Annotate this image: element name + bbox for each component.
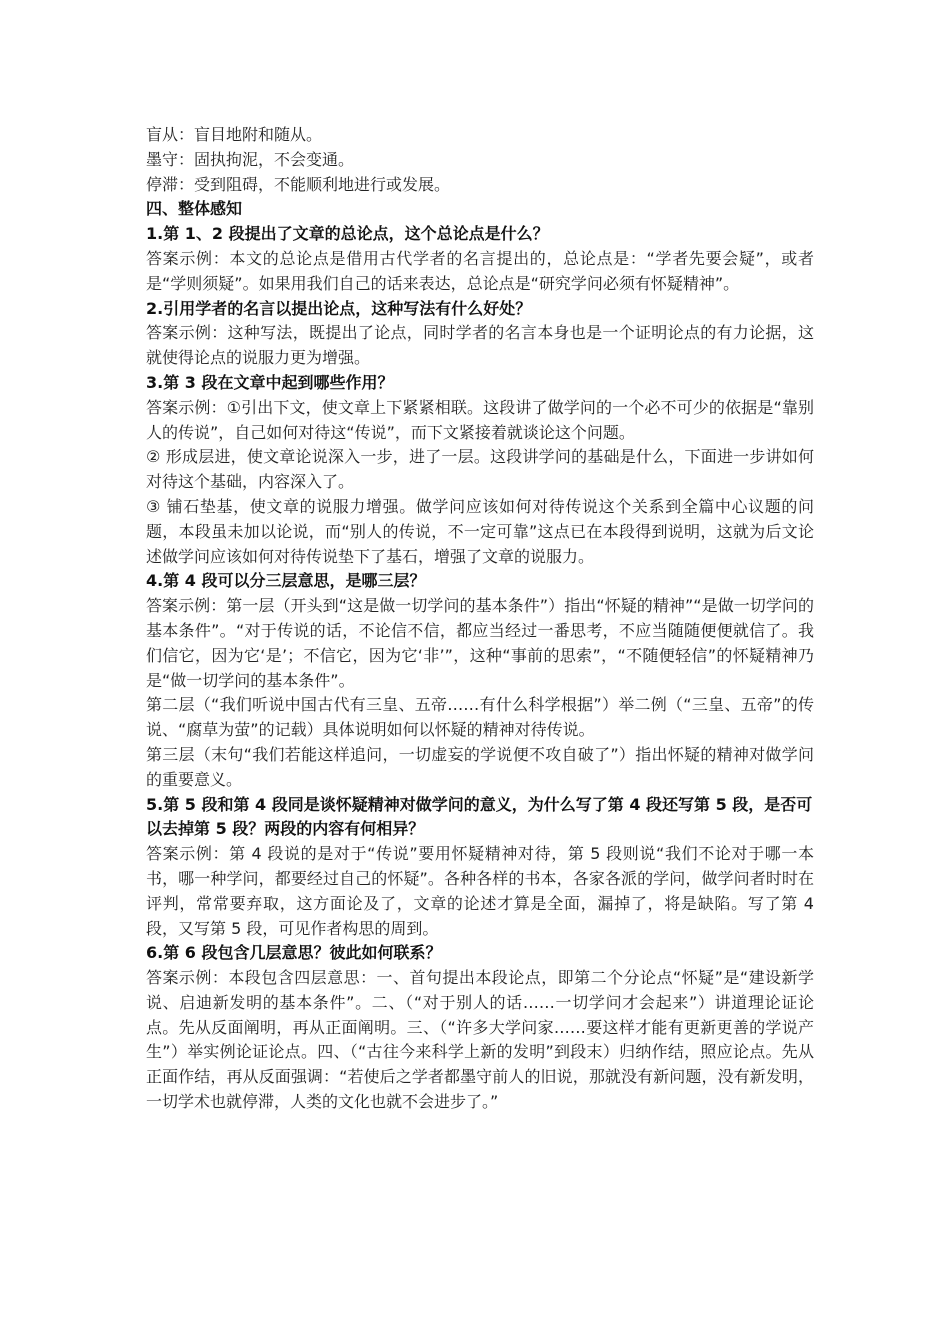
answer-3-part-2: ② 形成层进，使文章论说深入一步，进了一层。这段讲学问的基础是什么，下面进一步讲如何对待这个基础，内容深入了。	[146, 447, 814, 492]
question-2: 2.引用学者的名言以提出论点，这种写法有什么好处？	[146, 298, 532, 318]
term-cling: 墨守：固执拘泥，不会变通。	[146, 149, 355, 169]
term-stagnate: 停滞：受到阻碍，不能顺利地进行或发展。	[146, 174, 451, 194]
question-6: 6.第 6 段包含几层意思？彼此如何联系？	[146, 943, 442, 963]
question-5: 5.第 5 段和第 4 段同是谈怀疑精神对做学问的意义，为什么写了第 4 段还写第 5 段，是否可以去掉第 5 段？两段的内容有何相异？	[146, 794, 813, 839]
section-title: 四、整体感知	[146, 199, 243, 219]
question-1: 1.第 1、2 段提出了文章的总论点，这个总论点是什么？	[146, 224, 549, 244]
answer-5: 答案示例：第 4 段说的是对于“传说”要用怀疑精神对待，第 5 段则说“我们不论对于哪一本书，哪一种学问，都要经过自己的怀疑”。各种各样的书本，各家各派的学问，做学问者时时在评判，常常要弃取，这方面论及了，文章的论述才算是全面，漏掉了，将是缺陷。写了第 4 段，又写第 5 段，可见作者构思的周到。	[146, 844, 814, 938]
question-3: 3.第 3 段在文章中起到哪些作用？	[146, 372, 394, 392]
question-4: 4.第 4 段可以分三层意思，是哪三层？	[146, 571, 426, 591]
answer-3-part-1: 答案示例：①引出下文，使文章上下紧紧相联。这段讲了做学问的一个必不可少的依据是“靠别人的传说”，自己如何对待这“传说”，而下文紧接着就谈论这个问题。	[146, 397, 814, 442]
answer-2: 答案示例：这种写法，既提出了论点，同时学者的名言本身也是一个证明论点的有力论据，这就使得论点的说服力更为增强。	[146, 323, 814, 368]
document-page	[146, 123, 814, 1115]
answer-6: 答案示例：本段包含四层意思：一、首句提出本段论点，即第二个分论点“怀疑”是“建设新学说、启迪新发明的基本条件”。二、（“对于别人的话……一切学问才会起来”）讲道理论证论点。先从反面阐明，再从正面阐明。三、（“许多大学问家……要这样才能有更新更善的学说产生”）举实例论证论点。四、（“古往今来科学上新的发明”到段末）归纳作结，照应论点。先从正面作结，再从反面强调：“若使后之学者都墨守前人的旧说，那就没有新问题，没有新发明，一切学术也就停滞，人类的文化也就不会进步了。”	[146, 968, 814, 1112]
answer-4-layer-2: 第二层（“我们听说中国古代有三皇、五帝……有什么科学根据”）举二例（“三皇、五帝”的传说、“腐草为萤”的记载）具体说明如何以怀疑的精神对待传说。	[146, 695, 814, 740]
answer-1: 答案示例：本文的总论点是借用古代学者的名言提出的，总论点是：“学者先要会疑”，或者是“学则须疑”。如果用我们自己的话来表达，总论点是“研究学问必须有怀疑精神”。	[146, 248, 814, 293]
answer-4-layer-1: 答案示例：第一层（开头到“这是做一切学问的基本条件”）指出“怀疑的精神”“是做一切学问的基本条件”。“对于传说的话，不论信不信，都应当经过一番思考，不应当随随便便就信了。我们信它，因为它‘是’；不信它，因为它‘非’”，这种“事前的思索”，“不随便轻信”的怀疑精神乃是“做一切学问的基本条件”。	[146, 596, 814, 690]
answer-3-part-3: ③ 铺石垫基，使文章的说服力增强。做学问应该如何对待传说这个关系到全篇中心议题的问题，本段虽未加以论说，而“别人的传说，不一定可靠”这点已在本段得到说明，这就为后文论述做学问应该如何对待传说垫下了基石，增强了文章的说服力。	[146, 496, 814, 566]
term-blind-follow: 盲从：盲目地附和随从。	[146, 125, 323, 144]
answer-4-layer-3: 第三层（末句“我们若能这样追问，一切虚妄的学说便不攻自破了”）指出怀疑的精神对做学问的重要意义。	[146, 744, 814, 789]
